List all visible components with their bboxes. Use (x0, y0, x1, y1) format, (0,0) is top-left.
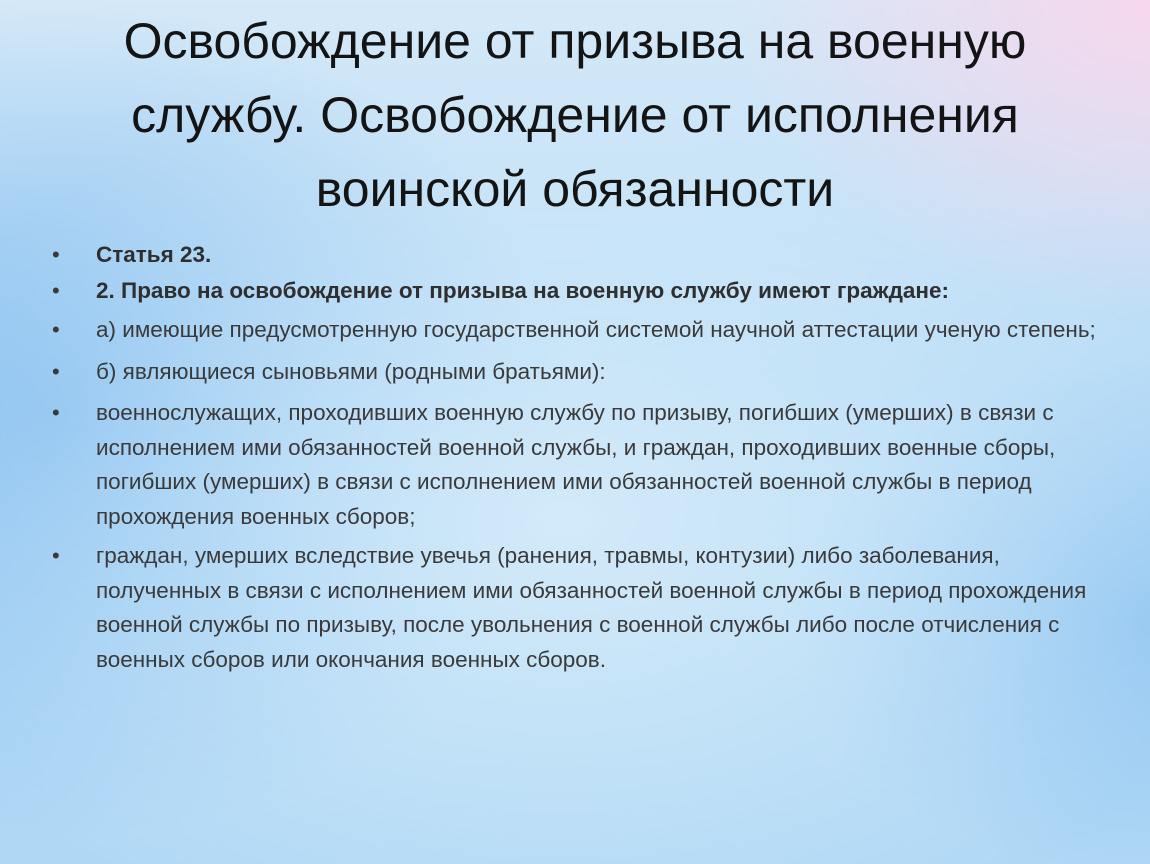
bullet-item-academic-degree (52, 313, 1112, 348)
bullet-icon: • (52, 543, 60, 568)
bullet-text: Статья 23. (96, 242, 212, 267)
bullet-icon: • (52, 242, 60, 267)
bullet-icon: • (52, 358, 60, 384)
bullet-icon: • (52, 317, 60, 342)
bullet-item-servicemen (52, 396, 1112, 534)
slide-title: Освобождение от призыва на военную службу. Освобождение от исполнения воинской обязанности (123, 13, 1027, 217)
bullet-text: а) имеющие предусмотренную государственной системой научной аттестации ученую степень; (96, 317, 1096, 342)
bullet-list (52, 238, 1112, 677)
bullet-icon: • (52, 400, 60, 425)
bullet-text: военнослужащих, проходивших военную службу по призыву, погибших (умерших) в связи с исполнением ими обязанностей военной службы, и граждан, проходивших военные сборы, погибших (умерших) в связи с исполнением ими обязанностей военной службы в период прохождения военных сборов; (96, 400, 1056, 529)
bullet-text: б) являющиеся сыновьями (родными братьями): (96, 358, 606, 384)
bullet-item-article (52, 238, 1112, 273)
bullet-text: 2. Право на освобождение от призыва на военную службу имеют граждане: (96, 277, 949, 303)
bullet-item-citizens-died (52, 539, 1112, 677)
bullet-icon: • (52, 277, 60, 303)
bullet-text: граждан, умерших вследствие увечья (ранения, травмы, контузии) либо заболевания, полученных в связи с исполнением ими обязанностей военной службы в период прохождения военной службы по призыву, после увольнения с военной службы либо после отчисления с военных сборов или окончания военных сборов. (96, 543, 1087, 672)
bullet-item-sons-brothers (52, 355, 1112, 390)
bullet-item-right-to-exemption (52, 274, 1112, 309)
